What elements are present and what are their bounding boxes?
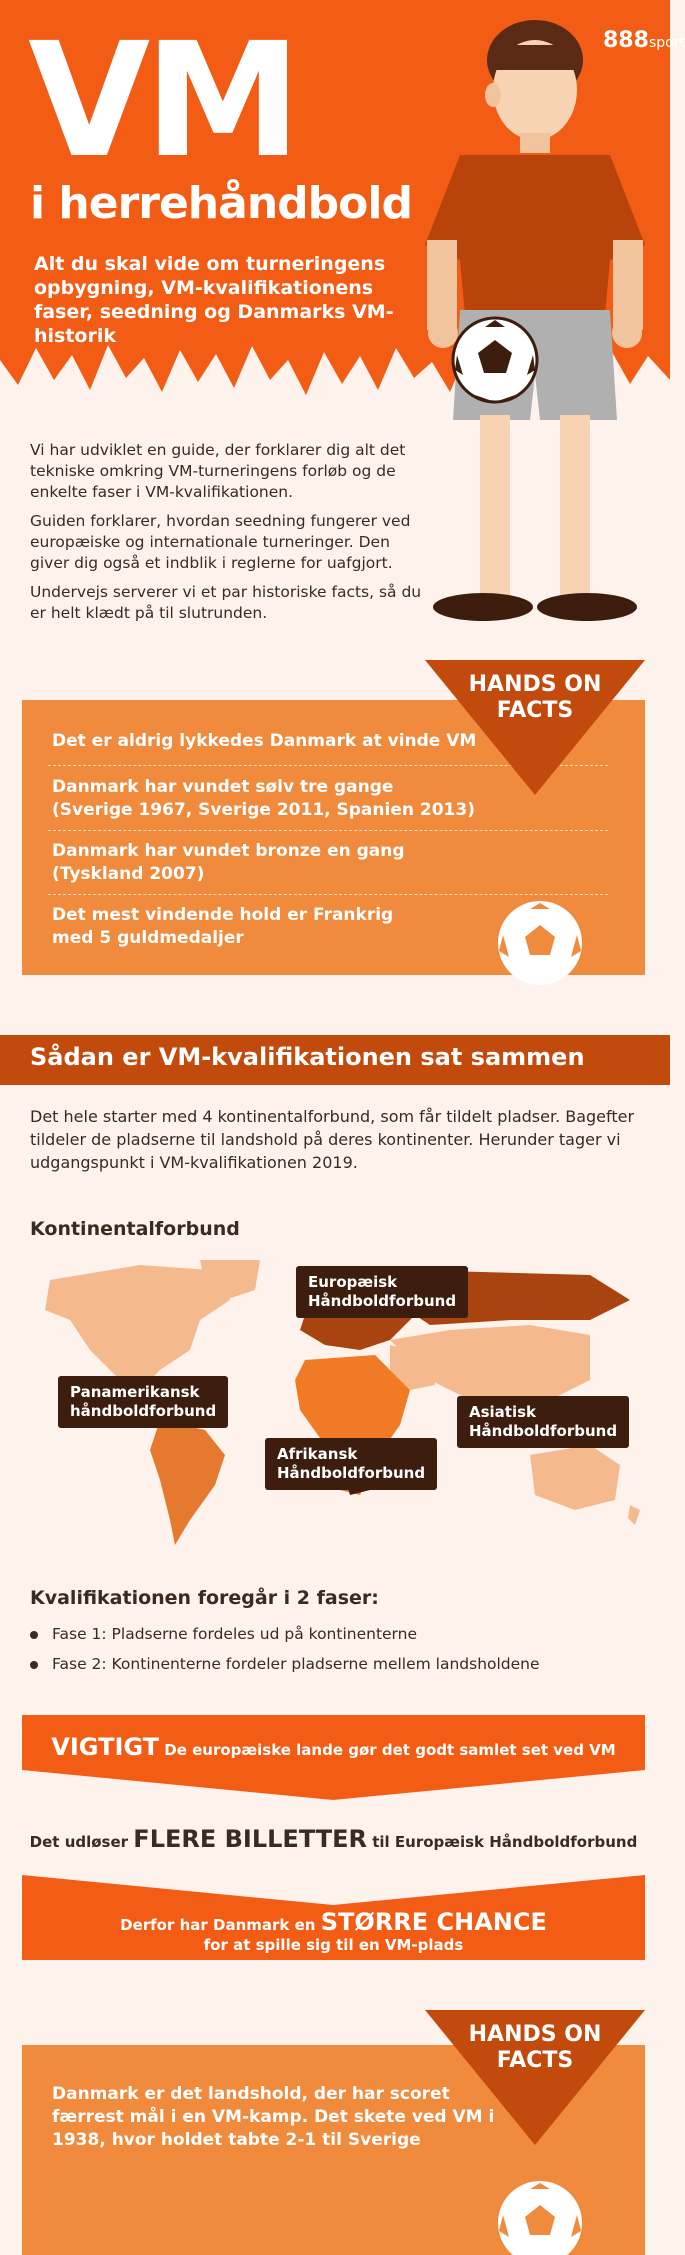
phase-text: Fase 2: Kontinenterne fordeler pladserne mellem landsholdene <box>52 1655 540 1673</box>
hands-on-title-line1: HANDS ON <box>468 672 602 697</box>
fact-item: 1938, hvor holdet tabte 2-1 til Sverige <box>52 2130 421 2150</box>
important-text: til Europæisk Håndboldforbund <box>372 1833 638 1851</box>
important-keyword: STØRRE CHANCE <box>320 1908 547 1936</box>
fact-item: færrest mål i en VM-kamp. Det skete ved VM i <box>52 2107 495 2127</box>
phases-title: Kvalifikationen foregår i 2 faser: <box>30 1587 379 1609</box>
map-label-line: Håndboldforbund <box>469 1422 618 1440</box>
handball-player-illustration <box>405 15 665 665</box>
important-keyword: FLERE BILLETTER <box>133 1825 367 1853</box>
logo-number: 888 <box>603 28 649 53</box>
logo-word: sport <box>648 35 685 51</box>
intro-paragraph: Guiden forklarer, hvordan seedning fungerer ved europæiske og internationale turneringer. Den giver dig også et indblik i reglerne for uafgjort. <box>30 512 411 572</box>
important-text: for at spille sig til en VM-plads <box>203 1936 464 1954</box>
map-label-line: håndboldforbund <box>70 1402 217 1420</box>
fact-item: Det er aldrig lykkedes Danmark at vinde VM <box>52 731 477 751</box>
bullet-icon <box>30 1661 38 1669</box>
fact-item: (Sverige 1967, Sverige 2011, Spanien 2013) <box>52 800 475 820</box>
fact-item: Det mest vindende hold er Frankrig <box>52 905 394 925</box>
map-label-line: Asiatisk <box>469 1403 537 1421</box>
handball-icon <box>495 895 585 975</box>
phase-item <box>30 1655 540 1673</box>
map-label-line: Panamerikansk <box>70 1383 200 1401</box>
header-tagline: Alt du skal vide om turneringens opbygning, VM-kvalifikationens faser, seedning og Danmarks VM-historik <box>34 253 394 347</box>
fact-item: (Tyskland 2007) <box>52 864 205 884</box>
hands-on-title-line2: FACTS <box>496 2048 574 2073</box>
map-label-line: Håndboldforbund <box>308 1292 457 1310</box>
important-line-3 <box>22 1908 645 1954</box>
map-label-line: Europæisk <box>308 1273 398 1291</box>
phase-item <box>30 1625 417 1643</box>
important-text: De europæiske lande gør det godt samlet set ved VM <box>164 1741 616 1759</box>
intro-text <box>30 440 430 632</box>
fact-item: med 5 guldmedaljer <box>52 928 244 948</box>
map-label-panamerica <box>58 1376 228 1428</box>
phase-text: Fase 1: Pladserne fordeles ud på kontinenterne <box>52 1625 418 1643</box>
important-keyword: VIGTIGT <box>51 1733 160 1761</box>
important-text: Derfor har Danmark en <box>120 1916 316 1934</box>
intro-paragraph: Undervejs serverer vi et par historiske facts, så du er helt klædt på til slutrunden. <box>30 583 422 622</box>
map-title: Kontinentalforbund <box>30 1218 240 1240</box>
fact-divider <box>48 830 608 831</box>
important-line-2 <box>22 1825 645 1853</box>
fact-item: Danmark har vundet bronze en gang <box>52 841 405 861</box>
bullet-icon <box>30 1631 38 1639</box>
fact-item: Danmark har vundet sølv tre gange <box>52 777 394 797</box>
section-intro: Det hele starter med 4 kontinentalforbund, som får tildelt pladser. Bagefter tildeler de pladserne til landshold på deres kontinenter. Herunder tager vi udgangspunkt i VM-kvalifikationen 2019. <box>30 1107 635 1172</box>
fact-item: Danmark er det landshold, der har scoret <box>52 2084 450 2104</box>
map-label-asia <box>457 1396 629 1448</box>
page-title: VM <box>28 9 296 193</box>
intro-paragraph: Vi har udviklet en guide, der forklarer dig alt det tekniske omkring VM-turneringens forløb og de enkelte faser i VM-kvalifikationen. <box>30 441 406 501</box>
handball-icon <box>495 2175 585 2255</box>
hands-on-facts-title <box>440 672 630 724</box>
map-label-line: Afrikansk <box>277 1445 358 1463</box>
hands-on-title-line1: HANDS ON <box>468 2022 602 2047</box>
important-line-1 <box>22 1733 645 1761</box>
section-title: Sådan er VM-kvalifikationen sat sammen <box>30 1043 585 1071</box>
map-label-line: Håndboldforbund <box>277 1464 426 1482</box>
map-label-europe <box>296 1266 468 1318</box>
important-text: Det udløser <box>29 1833 129 1851</box>
map-label-africa <box>265 1438 437 1490</box>
hands-on-facts-title-2 <box>440 2022 630 2074</box>
page-subtitle: i herrehåndbold <box>30 178 412 229</box>
hands-on-title-line2: FACTS <box>496 698 574 723</box>
